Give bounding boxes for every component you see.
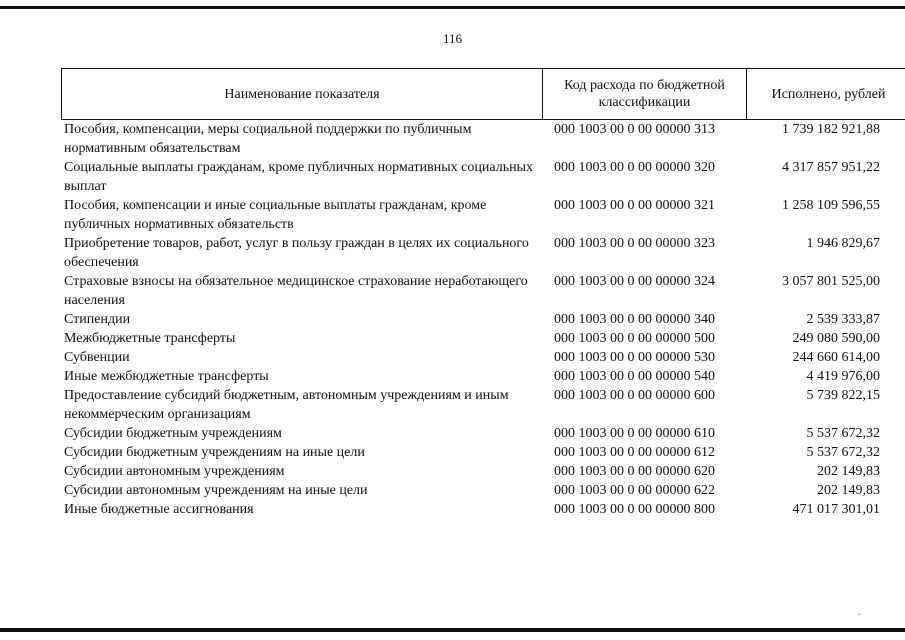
row-amount: 244 660 614,00 bbox=[792, 350, 880, 365]
row-name: Субсидии бюджетным учреждениям на иные цели bbox=[64, 445, 365, 460]
table-row bbox=[61, 272, 883, 310]
row-code: 000 1003 00 0 00 00000 321 bbox=[554, 198, 715, 213]
table-header bbox=[61, 68, 905, 120]
row-name: Страховые взносы на обязательное медицинское страхование неработающего населения bbox=[64, 274, 528, 308]
table-body bbox=[61, 120, 883, 519]
row-name: Иные бюджетные ассигнования bbox=[64, 502, 254, 517]
row-amount: 4 317 857 951,22 bbox=[782, 160, 880, 175]
row-code: 000 1003 00 0 00 00000 800 bbox=[554, 502, 715, 517]
header-code: Код расхода по бюджетной классификации bbox=[543, 69, 747, 120]
table-row bbox=[61, 196, 883, 234]
table-row bbox=[61, 462, 883, 481]
row-code: 000 1003 00 0 00 00000 324 bbox=[554, 274, 715, 289]
row-amount: 202 149,83 bbox=[817, 483, 880, 498]
table-row bbox=[61, 348, 883, 367]
row-name: Стипендии bbox=[64, 312, 131, 327]
row-amount: 471 017 301,01 bbox=[792, 502, 880, 517]
row-code: 000 1003 00 0 00 00000 540 bbox=[554, 369, 715, 384]
row-amount: 3 057 801 525,00 bbox=[782, 274, 880, 289]
row-name: Предоставление субсидий бюджетным, автономным учреждениям и иным некоммерческим организациям bbox=[64, 388, 509, 422]
row-name: Приобретение товаров, работ, услуг в пользу граждан в целях их социального обеспечения bbox=[64, 236, 529, 270]
row-code: 000 1003 00 0 00 00000 323 bbox=[554, 236, 715, 251]
row-name: Социальные выплаты гражданам, кроме публичных нормативных социальных выплат bbox=[64, 160, 533, 194]
row-code: 000 1003 00 0 00 00000 320 bbox=[554, 160, 715, 175]
row-name: Субсидии бюджетным учреждениям bbox=[64, 426, 282, 441]
row-amount: 5 537 672,32 bbox=[806, 426, 880, 441]
bottom-rule bbox=[0, 628, 905, 632]
row-name: Субсидии автономным учреждениям на иные цели bbox=[64, 483, 368, 498]
row-amount: 1 739 182 921,88 bbox=[782, 122, 880, 137]
row-name: Пособия, компенсации, меры социальной поддержки по публичным нормативным обязательствам bbox=[64, 122, 472, 156]
row-code: 000 1003 00 0 00 00000 600 bbox=[554, 388, 715, 403]
row-code: 000 1003 00 0 00 00000 340 bbox=[554, 312, 715, 327]
table-row bbox=[61, 234, 883, 272]
row-code: 000 1003 00 0 00 00000 500 bbox=[554, 331, 715, 346]
table-row bbox=[61, 386, 883, 424]
row-amount: 5 739 822,15 bbox=[806, 388, 880, 403]
row-code: 000 1003 00 0 00 00000 622 bbox=[554, 483, 715, 498]
row-code: 000 1003 00 0 00 00000 610 bbox=[554, 426, 715, 441]
row-code: 000 1003 00 0 00 00000 612 bbox=[554, 445, 715, 460]
table-row bbox=[61, 443, 883, 462]
row-code: 000 1003 00 0 00 00000 313 bbox=[554, 122, 715, 137]
row-name: Пособия, компенсации и иные социальные выплаты гражданам, кроме публичных нормативных обязательств bbox=[64, 198, 487, 232]
row-amount: 4 419 976,00 bbox=[806, 369, 880, 384]
row-name: Субсидии автономным учреждениям bbox=[64, 464, 285, 479]
row-amount: 2 539 333,87 bbox=[806, 312, 880, 327]
row-code: 000 1003 00 0 00 00000 530 bbox=[554, 350, 715, 365]
table-row bbox=[61, 158, 883, 196]
page-number: 116 bbox=[442, 31, 463, 46]
table-row bbox=[61, 500, 883, 519]
table-row bbox=[61, 367, 883, 386]
row-amount: 249 080 590,00 bbox=[792, 331, 880, 346]
header-amount: Исполнено, рублей bbox=[747, 69, 905, 120]
header-name: Наименование показателя bbox=[62, 69, 543, 120]
table-row bbox=[61, 424, 883, 443]
top-rule bbox=[0, 6, 905, 9]
table-row bbox=[61, 481, 883, 500]
row-name: Субвенции bbox=[64, 350, 130, 365]
row-amount: 1 258 109 596,55 bbox=[782, 198, 880, 213]
row-amount: 5 537 672,32 bbox=[806, 445, 880, 460]
row-name: Межбюджетные трансферты bbox=[64, 331, 236, 346]
row-amount: 1 946 829,67 bbox=[806, 236, 880, 251]
row-amount: 202 149,83 bbox=[817, 464, 880, 479]
table-row bbox=[61, 310, 883, 329]
table-row bbox=[61, 329, 883, 348]
row-name: Иные межбюджетные трансферты bbox=[64, 369, 269, 384]
scan-dot: . bbox=[858, 607, 861, 618]
table-row bbox=[61, 120, 883, 158]
row-code: 000 1003 00 0 00 00000 620 bbox=[554, 464, 715, 479]
